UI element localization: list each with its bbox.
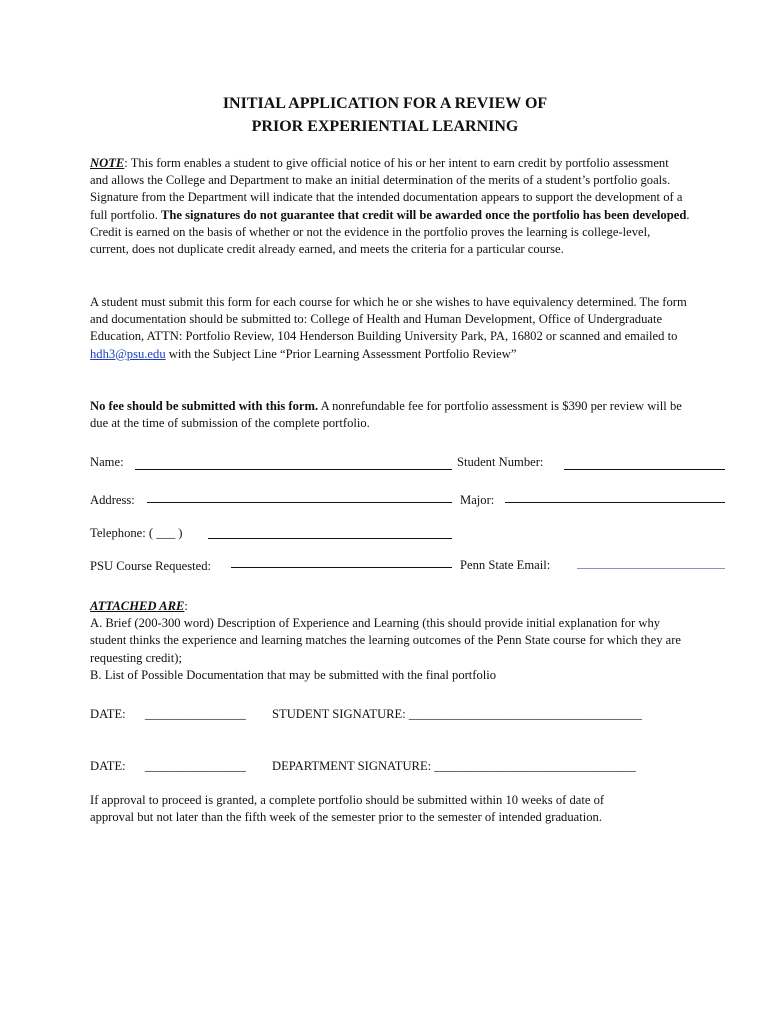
student-number-field[interactable] — [564, 469, 725, 470]
telephone-field[interactable] — [208, 538, 452, 539]
attached-item-a: A. Brief (200-300 word) Description of Experience and Learning (this should provide initial explanation for why student thinks the experience and learning matches the learning outcomes of the Penn State course for which they are requesting credit); — [90, 616, 682, 665]
submission-text-2: with the Subject Line “Prior Learning Assessment Portfolio Review” — [165, 346, 517, 361]
student-date-field[interactable]: ________________ — [145, 707, 246, 721]
psu-course-label: PSU Course Requested: — [90, 559, 212, 573]
penn-state-email-label: Penn State Email: — [460, 558, 551, 572]
student-signature-field[interactable]: STUDENT SIGNATURE: _____________________________________ — [272, 707, 642, 721]
final-note-paragraph: If approval to proceed is granted, a complete portfolio should be submitted within 10 weeks of date of approval but not later than the fifth week of the semester prior to the semester of intended graduation. — [90, 793, 605, 825]
attached-item-b: B. List of Possible Documentation that may be submitted with the final portfolio — [90, 667, 497, 682]
email-link[interactable]: hdh3@psu.edu — [90, 346, 166, 361]
submission-text-1: A student must submit this form for each course for which he or she wishes to have equivalency determined. The form and documentation should be submitted to: College of Health and Human Development, Office of Undergraduate Education, ATTN: Portfolio Review, 104 Henderson Building University Park, PA, 16802 or scanned and emailed to — [90, 295, 687, 344]
attached-heading — [90, 598, 690, 615]
penn-state-email-field[interactable] — [577, 568, 725, 569]
fee-bold-text: No fee should be submitted with this form. — [90, 399, 319, 413]
psu-course-field[interactable] — [231, 567, 452, 568]
department-signature-field[interactable]: DEPARTMENT SIGNATURE: ________________________________ — [272, 759, 636, 773]
submission-paragraph — [90, 294, 690, 363]
address-label: Address: — [90, 493, 135, 507]
fee-text: A nonrefundable fee for portfolio assessment is $390 per review will be due at the time of submission of the complete portfolio. — [90, 399, 682, 431]
student-number-label: Student Number: — [457, 455, 544, 469]
note-bold-text: The signatures do not guarantee that credit will be awarded once the portfolio has been developed — [161, 207, 687, 222]
major-label: Major: — [460, 493, 495, 507]
note-paragraph — [90, 155, 690, 258]
form-title-line-2: PRIOR EXPERIENTIAL LEARNING — [251, 118, 519, 135]
attached-colon: : — [184, 599, 188, 613]
department-date-field[interactable]: ________________ — [145, 759, 246, 773]
attached-section — [90, 598, 690, 684]
note-text-2: . Credit is earned on the basis of whether or not the evidence in the portfolio proves the learning is college-level, current, does not duplicate credit already earned, and meets the criteria for a particular course. — [90, 207, 690, 257]
attached-label: ATTACHED ARE — [90, 599, 185, 613]
major-field[interactable] — [505, 502, 725, 503]
name-field[interactable] — [135, 469, 452, 470]
form-title-line-1: INITIAL APPLICATION FOR A REVIEW OF — [222, 95, 548, 112]
note-text-1: This form enables a student to give official notice of his or her intent to earn credit by portfolio assessment and allows the College and Department to make an initial determination of the merits of a student’s portfolio goals. Signature from the Department will indicate that the intended documentation appears to support the development of a full portfolio. — [90, 156, 683, 222]
name-label: Name: — [90, 455, 124, 469]
telephone-label: Telephone: ( ___ ) — [90, 526, 183, 540]
student-date-label: DATE: — [90, 707, 126, 721]
fee-paragraph — [90, 398, 690, 432]
note-label: NOTE — [90, 156, 125, 170]
department-date-label: DATE: — [90, 759, 126, 773]
address-field[interactable] — [147, 502, 452, 503]
note-colon: : — [124, 156, 128, 170]
